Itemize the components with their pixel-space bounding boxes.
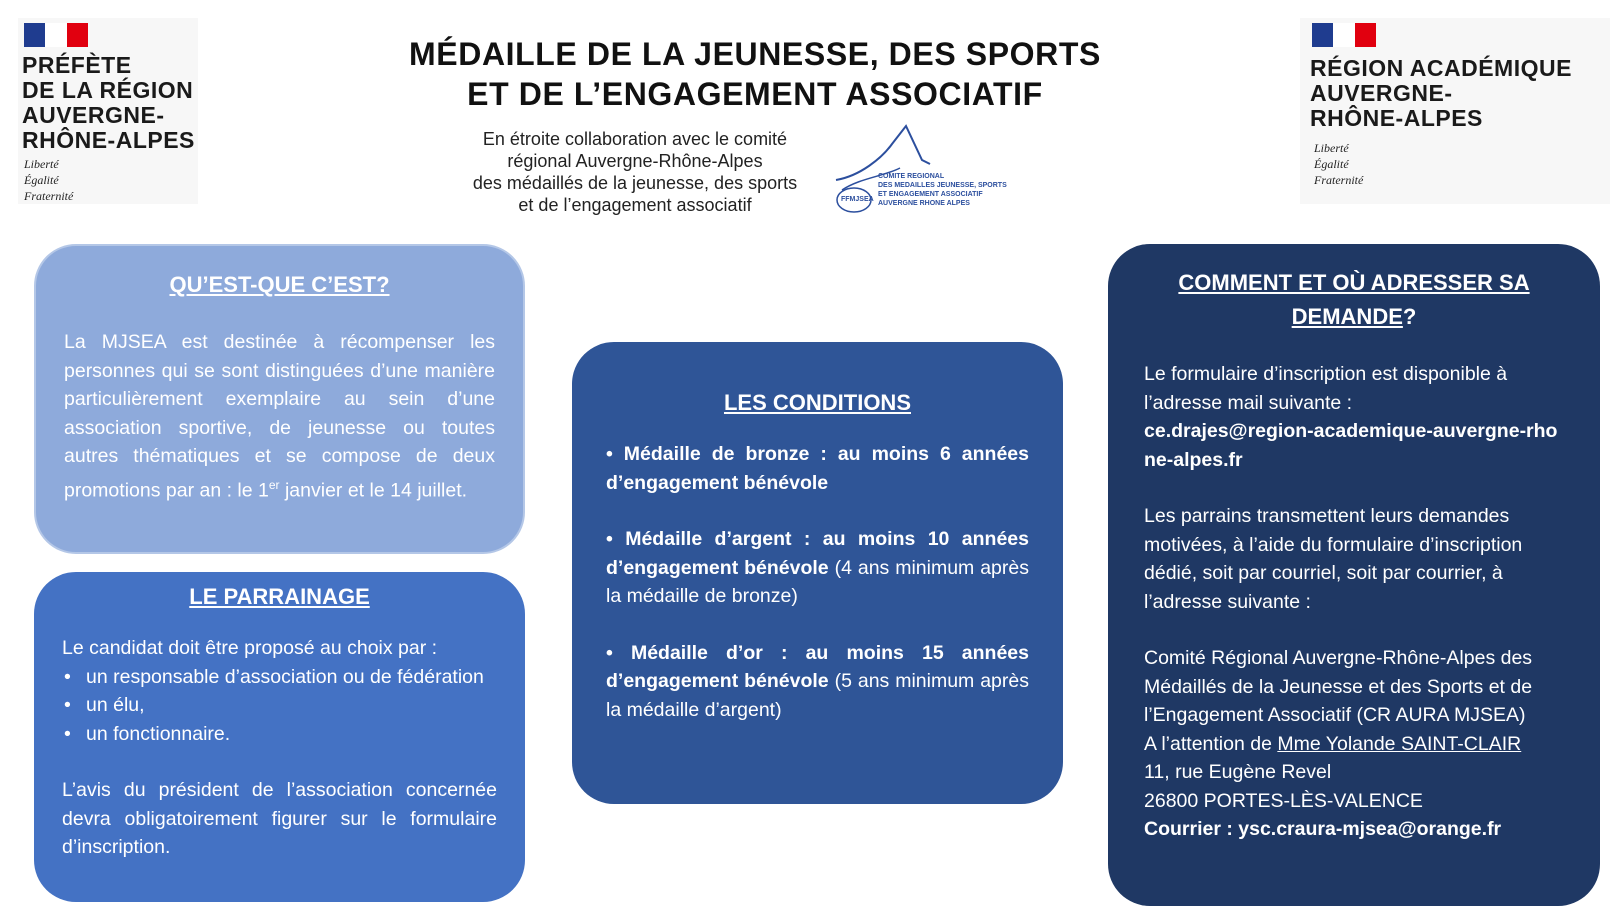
list-item: • un élu, (62, 691, 497, 720)
list-item: • un fonctionnaire. (62, 720, 497, 749)
committee-badge-label: FFMJSEA (841, 196, 874, 203)
contact-email[interactable]: ce.drajes@region-academique-auvergne-rhone-alpes.fr (1144, 420, 1558, 471)
page-title (330, 34, 1180, 114)
address-organization: Comité Régional Auvergne-Rhône-Alpes des Médaillés de la Jeunesse et des Sports et de l’Engagement Associatif (CR AURA MJSEA) (1144, 647, 1533, 726)
list-item: • un responsable d’association ou de fédération (62, 663, 497, 692)
sponsorship-heading: LE PARRAINAGE (189, 584, 370, 609)
address-street: 11, rue Eugène Revel (1144, 761, 1332, 783)
condition-gold (606, 639, 1029, 725)
prefecture-logo (18, 18, 198, 204)
what-text-main: La MJSEA est destinée à récompenser les personnes qui se sont distinguées d’une manière particulièrement exemplaire au sein d’une association sportive, de jeunesse ou toutes autres thématiques et se compose de deux promotions par an : le 1 (64, 331, 495, 501)
sponsorship-note: L’avis du président de l’association concernée devra obligatoirement figurer sur le formulaire d’inscription. (62, 779, 497, 858)
prefecture-name: PRÉFÈTE DE LA RÉGION AUVERGNE- RHÔNE-ALPES (22, 52, 195, 153)
condition-rest: (5 ans minimum après la médaille d’argent) (606, 670, 1029, 721)
heading-line-1: COMMENT ET OÙ ADRESSER SA (1178, 270, 1530, 295)
conditions-heading: LES CONDITIONS (723, 390, 911, 415)
marianne-flag-icon (24, 23, 88, 47)
form-availability-text: Le formulaire d’inscription est disponible à l’adresse mail suivante : (1144, 363, 1508, 414)
heading-line-2: DEMANDE (1291, 304, 1403, 329)
marianne-flag-icon (1312, 23, 1376, 47)
how-to-apply-panel (1108, 244, 1600, 906)
what-text-sup: er (268, 477, 280, 492)
conditions-list (606, 440, 1029, 724)
academic-region-name: RÉGION ACADÉMIQUE AUVERGNE- RHÔNE-ALPES (1310, 55, 1572, 131)
condition-lead: • Médaille d’or : au moins 15 années d’engagement bénévole (606, 641, 1029, 692)
condition-bronze (606, 440, 1029, 497)
attention-name: Mme Yolande SAINT-CLAIR (1277, 732, 1522, 755)
title-line-2: ET DE L’ENGAGEMENT ASSOCIATIF (467, 76, 1043, 112)
collaboration-subtitle: En étroite collaboration avec le comité régional Auvergne-Rhône-Alpes des médaillés de la jeunesse, des sports et de l’engagement associatif (472, 129, 798, 215)
how-to-apply-heading (1144, 266, 1564, 334)
sponsors-instructions: Les parrains transmettent leurs demandes motivées, à l’aide du formulaire d’inscription dédié, soit par courriel, soit par courrier, à l’adresse suivante : (1144, 505, 1523, 613)
mail-contact[interactable]: Courrier : ysc.craura-mjsea@orange.fr (1144, 818, 1502, 840)
attention-prefix: A l’attention de (1144, 732, 1278, 755)
sponsorship-intro: Le candidat doit être proposé au choix par : (62, 637, 438, 659)
condition-rest: (4 ans minimum après la médaille de bronze) (606, 556, 1029, 607)
prefecture-motto: Liberté Égalité Fraternité (24, 157, 74, 203)
title-line-1: MÉDAILLE DE LA JEUNESSE, DES SPORTS (409, 36, 1101, 72)
conditions-panel (572, 342, 1063, 804)
condition-silver (606, 525, 1029, 611)
committee-name: COMITE REGIONAL DES MEDAILLES JEUNESSE, SPORTS ET ENGAGEMENT ASSOCIATIF AUVERGNE RHONE ALPES (878, 173, 1007, 207)
heading-suffix: ? (1402, 304, 1417, 329)
address-attention (1144, 730, 1564, 759)
sponsor-list (62, 663, 497, 749)
what-is-it-text (64, 328, 495, 505)
sponsorship-panel (34, 572, 525, 902)
what-text-end: janvier et le 14 juillet. (279, 479, 468, 501)
academic-region-logo (1300, 18, 1610, 204)
what-is-it-panel (34, 244, 525, 554)
condition-lead: • Médaille d’argent : au moins 10 années d’engagement bénévole (606, 528, 1029, 579)
condition-lead: • Médaille de bronze : au moins 6 années d’engagement bénévole (606, 443, 1029, 494)
what-is-it-heading: QU’EST-QUE C’EST? (169, 272, 390, 297)
academic-region-motto: Liberté Égalité Fraternité (1314, 141, 1364, 187)
address-city: 26800 PORTES-LÈS-VALENCE (1144, 789, 1423, 812)
